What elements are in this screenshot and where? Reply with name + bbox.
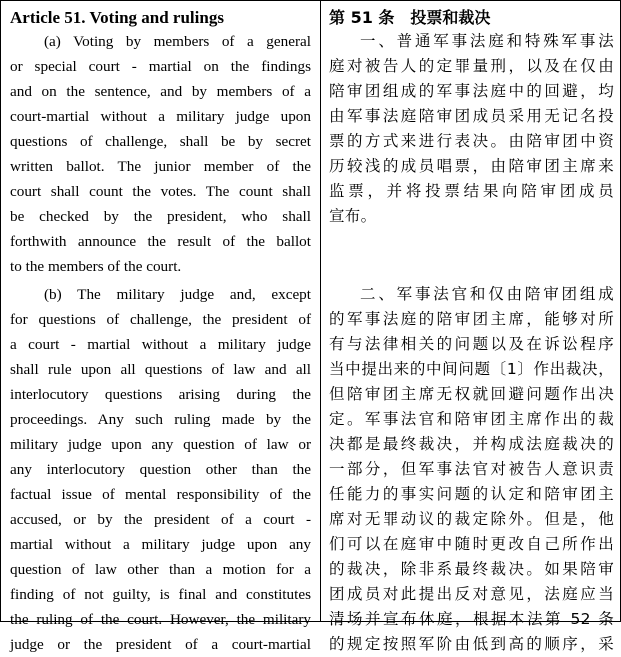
chinese-text-line: 清场并宣布休庭，根据本法第 52 条 [329,610,614,628]
english-text-line: factual issue of mental responsibility of the [10,486,311,503]
chinese-text-line: 但陪审团主席无权就回避问题作出决 [329,385,614,403]
column-divider [320,1,321,621]
english-body [10,29,311,657]
chinese-text-line: 陪审团组成的军事法庭中的回避，均 [329,82,614,100]
chinese-text-line: 二、军事法官和仅由陪审团组成 [360,285,614,303]
english-text-line: interlocutory questions arising during the [10,386,311,403]
english-text-line: written ballot. The junior member of the [10,158,311,175]
chinese-paragraph [329,282,614,657]
chinese-paragraph [329,29,614,229]
chinese-text-line: 宣布。 [329,207,377,225]
chinese-text-line: 席对无罪动议的裁定除外。但是，他 [329,510,614,528]
english-text-line: forthwith announce the result of the ballot [10,233,311,250]
chinese-text-line: 的规定按照军阶由低到高的顺序，采 [329,635,614,653]
chinese-text-line: 团成员对此提出反对意见，法庭应当 [329,585,614,603]
english-text-line: (b) The military judge and, except [44,286,311,303]
english-text-line: proceedings. Any such ruling made by the [10,411,311,428]
english-text-line: judge or the president of a court-martial [10,636,311,653]
english-text-line: (a) Voting by members of a general [44,33,311,50]
english-text-line: shall rule upon all questions of law and all [10,361,311,378]
chinese-text-line: 当中提出来的中间问题〔1〕作出裁决， [329,360,614,378]
chinese-text-line: 一、普通军事法庭和特殊军事法 [360,32,614,50]
chinese-text-line: 有与法律相关的问题以及在诉讼程序 [329,335,614,353]
english-text-line: court shall count the votes. The count shall [10,183,311,200]
chinese-text-line: 庭对被告人的定罪量刑，以及在仅由 [329,57,614,75]
english-text-line: accused, or by the president of a court - [10,511,311,528]
english-text-line: a court - martial without a military judge [10,336,311,353]
chinese-text-line: 决都是最终裁决，并构成法庭裁决的 [329,435,614,453]
chinese-text-line: 们可以在庭审中随时更改自己所作出 [329,535,614,553]
english-column [10,7,311,657]
chinese-text-line: 定。军事法官和陪审团主席作出的裁 [329,410,614,428]
english-text-line: question of law other than a motion for a [10,561,311,578]
english-text-line: court-martial without a military judge upon [10,108,311,125]
chinese-column [329,7,614,657]
chinese-article-title: 第 51 条 投票和裁决 [329,8,491,27]
chinese-text-line: 由军事法庭陪审团成员采用无记名投 [329,107,614,125]
english-text-line: finding of not guilty, is final and constitutes [10,586,311,603]
chinese-text-line: 监票，并将投票结果向陪审团成员 [329,182,614,200]
english-text-line: the ruling of the court. However, the military [10,611,311,628]
english-text-line: and on the sentence, and by members of a [10,83,311,100]
paragraph-gap [329,229,614,282]
chinese-text-line: 历较浅的成员唱票，由陪审团主席来 [329,157,614,175]
english-article-title: Article 51. Voting and rulings [10,8,224,27]
english-text-line: questions of challenge, shall be by secret [10,133,311,150]
english-text-line: any interlocutory question other than the [10,461,311,478]
english-text-line: military judge upon any question of law or [10,436,311,453]
english-text-line: to the members of the court. [10,258,182,275]
english-text-line: or special court - martial on the findings [10,58,311,75]
chinese-text-line: 的军事法庭的陪审团主席，能够对所 [329,310,614,328]
english-text-line: martial without a military judge upon any [10,536,311,553]
chinese-body [329,29,614,657]
english-text-line: be checked by the president, who shall [10,208,311,225]
english-paragraph [10,282,311,657]
english-text-line: for questions of challenge, the president of [10,311,311,328]
chinese-text-line: 的裁决，除非系最终裁决。如果陪审 [329,560,614,578]
chinese-text-line: 一部分，但军事法官对被告人意识责 [329,460,614,478]
english-paragraph [10,29,311,279]
chinese-text-line: 票的方式来进行表决。由陪审团中资 [329,132,614,150]
chinese-text-line: 任能力的事实问题的认定和陪审团主 [329,485,614,503]
